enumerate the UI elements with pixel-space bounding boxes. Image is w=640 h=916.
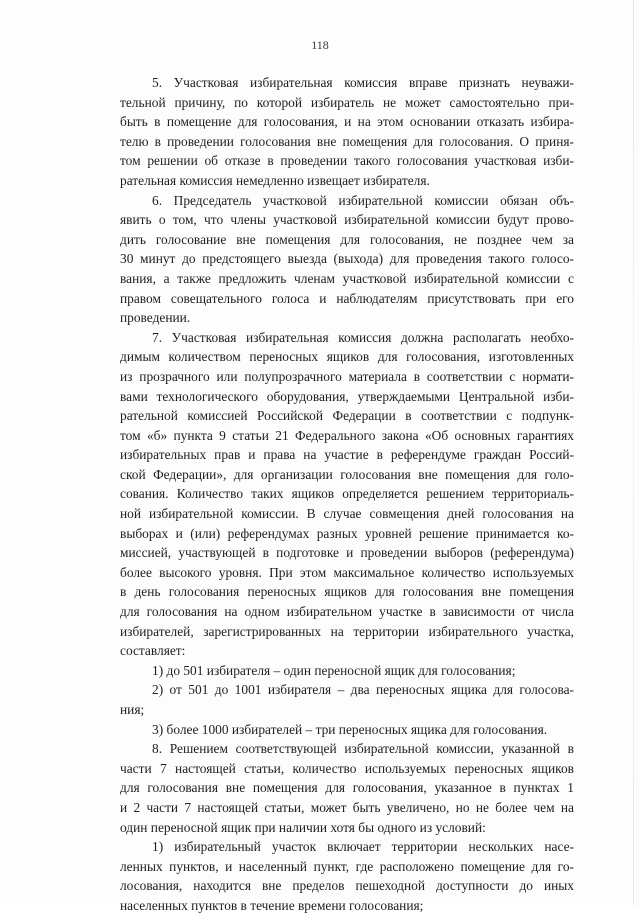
text-line: рательная комиссия немедленно извещает избирателя.: [120, 172, 430, 188]
text-line: миссией, участвующей в подготовке и проведении выборов (референдума): [120, 545, 574, 561]
text-line: явить о том, что члены участковой избирательной комиссии будут прово-: [120, 212, 574, 228]
text-line: вами технологического оборудования, утверждаемыми Центральной изби-: [120, 388, 574, 404]
text-line: в день голосования переносных ящиков для голосования вне помещения: [120, 584, 574, 600]
text-line: 3) более 1000 избирателей – три переносных ящика для голосования.: [152, 721, 548, 737]
text-line: вания, а также предложить членам участковой избирательной комиссии с: [120, 270, 574, 286]
text-line: димым количеством переносных ящиков для голосования, изготовленных: [120, 349, 574, 365]
text-line: 30 минут до предстоящего выезда (выхода) для проведения такого голосо-: [120, 251, 574, 267]
text-line: 8. Решением соответствующей избирательной комиссии, указанной в: [152, 741, 574, 757]
document-body: [88, 73, 574, 916]
text-line: тельной причину, по которой избиратель не может самостоятельно при-: [120, 94, 574, 110]
text-line: ной избирательной комиссии. В случае совмещения дней голосования на: [120, 506, 574, 522]
text-line: ленных пунктов, и населенный пункт, где расположено помещение для го-: [120, 858, 574, 874]
text-line: и 2 части 7 настоящей статьи, может быть увеличено, но не более чем на: [120, 799, 574, 815]
text-line: 1) до 501 избирателя – один переносной ящик для голосования;: [152, 662, 516, 678]
text-line: 6. Председатель участковой избирательной комиссии обязан объ-: [152, 192, 574, 208]
page-number: 118: [311, 38, 329, 52]
text-line: составляет:: [120, 643, 186, 659]
text-line: быть в помещение для голосования, и на этом основании отказать избира-: [120, 114, 574, 130]
text-line: сования. Количество таких ящиков определяется решением территориаль-: [120, 486, 574, 502]
text-line: ской Федерации», для организации голосования вне помещения для голо-: [120, 466, 574, 482]
text-line: том «б» пункта 9 статьи 21 Федерального закона «Об основных гарантиях: [120, 427, 574, 443]
text-line: лосования, находится вне пределов пешеходной доступности до иных: [120, 878, 574, 894]
list-item-8-1: [88, 837, 574, 915]
list-item-7-2: [88, 680, 574, 719]
text-line: более высокого уровня. При этом максимальное количество используемых: [120, 564, 574, 580]
paragraph-7: [88, 328, 574, 661]
text-line: ния;: [120, 702, 145, 717]
text-line: выборах и (или) референдумах разных уровней решение принимается ко-: [120, 525, 574, 541]
text-line: 2) от 501 до 1001 избирателя – два переносных ящика для голосова-: [152, 682, 574, 698]
scan-edge-divider: [633, 0, 634, 905]
text-line: из прозрачного или полупрозрачного материала в соответствии с нормати-: [120, 368, 574, 384]
text-line: один переносной ящик при наличии хотя бы одного из условий:: [120, 819, 486, 835]
paragraph-5: [88, 73, 574, 191]
text-line: 7. Участковая избирательная комиссия должна располагать необхо-: [152, 329, 574, 345]
list-item-7-1: [88, 661, 574, 681]
text-line: дить голосование вне помещения для голосования, не позднее чем за: [120, 231, 574, 247]
text-line: проведении.: [120, 310, 191, 326]
text-line: том решении об отказе в проведении такого голосования участковая изби-: [120, 153, 574, 169]
text-line: избирателей, зарегистрированных на территории избирательного участка,: [120, 623, 574, 639]
paragraph-8: [88, 739, 574, 837]
text-line: избирательных прав и права на участие в референдуме граждан Россий-: [120, 447, 574, 463]
text-line: для голосования на одном избирательном участке в зависимости от числа: [120, 604, 574, 620]
paragraph-6: [88, 191, 574, 328]
text-line: населенных пунктов в течение времени голосования;: [120, 897, 424, 913]
text-line: 1) избирательный участок включает территории нескольких насе-: [152, 839, 574, 855]
text-line: 5. Участковая избирательная комиссия вправе признать неуважи-: [152, 75, 574, 90]
list-item-7-3: [88, 720, 574, 740]
text-line: части 7 настоящей статьи, количество используемых переносных ящиков: [120, 760, 574, 776]
text-line: рательной комиссией Российской Федерации в соответствии с подпунк-: [120, 408, 574, 424]
text-line: правом совещательного голоса и наблюдателям присутствовать при его: [120, 290, 574, 306]
text-line: телю в проведении голосования вне помещения для голосования. О приня-: [120, 133, 574, 149]
text-line: для голосования вне помещения для голосования, указанное в пунктах 1: [120, 780, 574, 796]
